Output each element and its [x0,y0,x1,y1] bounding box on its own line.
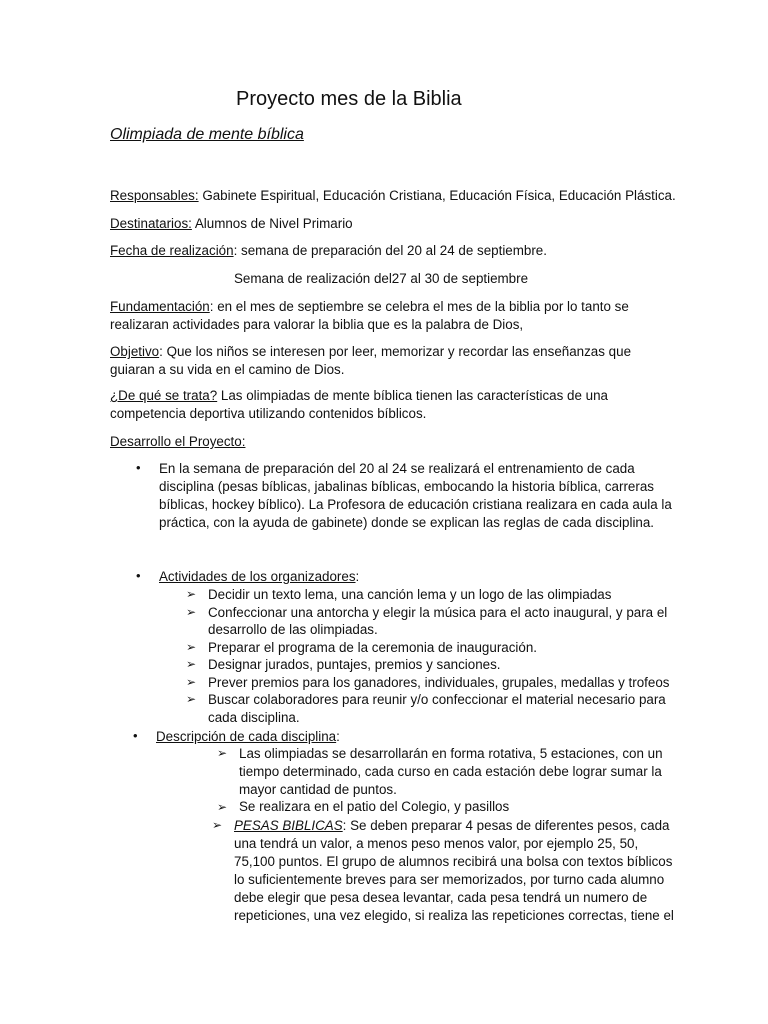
descripcion-item-1-line-3: mayor cantidad de puntos. [239,782,397,797]
fecha-line [110,243,547,258]
desarrollo-heading: Desarrollo el Proyecto: [110,434,246,449]
descripcion-item-1-line-2: tiempo determinado, cada curso en cada estación debe lograr sumar la [239,764,662,779]
pesas-line-5: debe elegir que pesa desea levantar, cada pesa tendrá un numero de [234,890,648,905]
trata-paragraph [110,387,608,423]
arrow-bullet-icon: ➢ [186,657,197,671]
actividad-item: Preparar el programa de la ceremonia de inauguración. [208,640,538,655]
bullet-icon: • [136,568,141,583]
trata-label: ¿De qué se trata? [110,388,218,403]
objetivo-paragraph [110,343,631,379]
fundamentacion-label: Fundamentación [110,299,210,314]
actividad-item: Prever premios para los ganadores, individuales, grupales, medallas y trofeos [208,675,670,690]
trata-line-2: competencia deportiva utilizando contenidos bíblicos. [110,406,427,421]
descripcion-item-2: Se realizara en el patio del Colegio, y pasillos [239,799,510,814]
trata-line-1: Las olimpiadas de mente bíblica tienen las características de una [217,388,608,403]
pesas-line-2: una tendrá un valor, a menos peso menos valor, por ejemplo 25, 50, [234,836,639,851]
page-title: Proyecto mes de la Biblia [236,88,462,110]
pesas-line-6: repeticiones, una vez elegido, si realiza las repeticiones correctas, tiene el [234,908,674,923]
descripcion-heading [156,729,340,744]
arrow-bullet-icon: ➢ [217,800,228,814]
descripcion-item-1 [239,745,663,799]
bullet-1-line-2: disciplina (pesas bíblicas, jabalinas bíblicas, embocando la historia bíblica, carreras [159,479,654,494]
bullet-icon: • [133,728,138,743]
bullet-1-line-1: En la semana de preparación del 20 al 24 se realizará el entrenamiento de cada [159,461,635,476]
arrow-bullet-icon: ➢ [186,692,197,706]
arrow-bullet-icon: ➢ [186,605,197,619]
actividad-item: Confeccionar una antorcha y elegir la música para el acto inaugural, y para el [208,605,668,620]
descripcion-item-1-line-1: Las olimpiadas se desarrollarán en forma rotativa, 5 estaciones, con un [239,746,663,761]
bullet-1-line-4: práctica, con la ayuda de gabinete) donde se explican las reglas de cada disciplina. [159,515,655,530]
actividades-colon: : [355,569,360,584]
actividad-item-continued: cada disciplina. [208,710,300,725]
pesas-line-1: : Se deben preparar 4 pesas de diferentes pesos, cada [342,818,670,833]
bullet-icon: • [136,460,141,475]
responsables-text: Gabinete Espiritual, Educación Cristiana, Educación Física, Educación Plástica. [198,188,676,203]
arrow-bullet-icon: ➢ [212,818,223,832]
pesas-line-3: 75,100 puntos. El grupo de alumnos recibirá una bolsa con textos bíblicos [234,854,673,869]
responsables-label: Responsables: [110,188,199,203]
fundamentacion-line-1: : en el mes de septiembre se celebra el mes de la biblia por lo tanto se [209,299,629,314]
actividad-item: Designar jurados, puntajes, premios y sanciones. [208,657,501,672]
page-subtitle: Olimpiada de mente bíblica [110,126,304,143]
pesas-biblicas-label: PESAS BIBLICAS [234,818,343,833]
fundamentacion-line-2: realizaran actividades para valorar la biblia que es la palabra de Dios, [110,317,524,332]
destinatarios-text: Alumnos de Nivel Primario [191,216,353,231]
pesas-line-4: lo suficientemente breves para ser memorizados, por turno cada alumno [234,872,665,887]
actividad-item: Decidir un texto lema, una canción lema y un logo de las olimpiadas [208,587,612,602]
objetivo-line-1: : Que los niños se interesen por leer, memorizar y recordar las enseñanzas que [159,344,632,359]
actividad-item: Buscar colaboradores para reunir y/o confeccionar el material necesario para [208,692,666,707]
destinatarios-label: Destinatarios: [110,216,192,231]
actividades-label: Actividades de los organizadores [159,569,356,584]
arrow-bullet-icon: ➢ [186,675,197,689]
arrow-bullet-icon: ➢ [217,746,228,760]
pesas-biblicas-paragraph [234,817,674,925]
arrow-bullet-icon: ➢ [186,587,197,601]
bullet-1-paragraph [159,460,672,532]
fecha-text: : semana de preparación del 20 al 24 de septiembre. [233,243,547,258]
objetivo-label: Objetivo [110,344,160,359]
descripcion-label: Descripción de cada disciplina [156,729,337,744]
descripcion-colon: : [336,729,340,744]
bullet-1-line-3: bíblicas, hockey bíblico). La Profesora de educación cristiana realizara en cada aula la [159,497,672,512]
actividad-item-continued: desarrollo de las olimpiadas. [208,622,378,637]
responsables-line [110,188,676,203]
arrow-bullet-icon: ➢ [186,640,197,654]
destinatarios-line [110,216,353,231]
actividades-heading [159,569,359,584]
objetivo-line-2: guiaran a su vida en el camino de Dios. [110,362,345,377]
fecha-text-2: Semana de realización del27 al 30 de septiembre [234,271,529,286]
fecha-label: Fecha de realización [110,243,234,258]
fundamentacion-paragraph [110,298,629,334]
